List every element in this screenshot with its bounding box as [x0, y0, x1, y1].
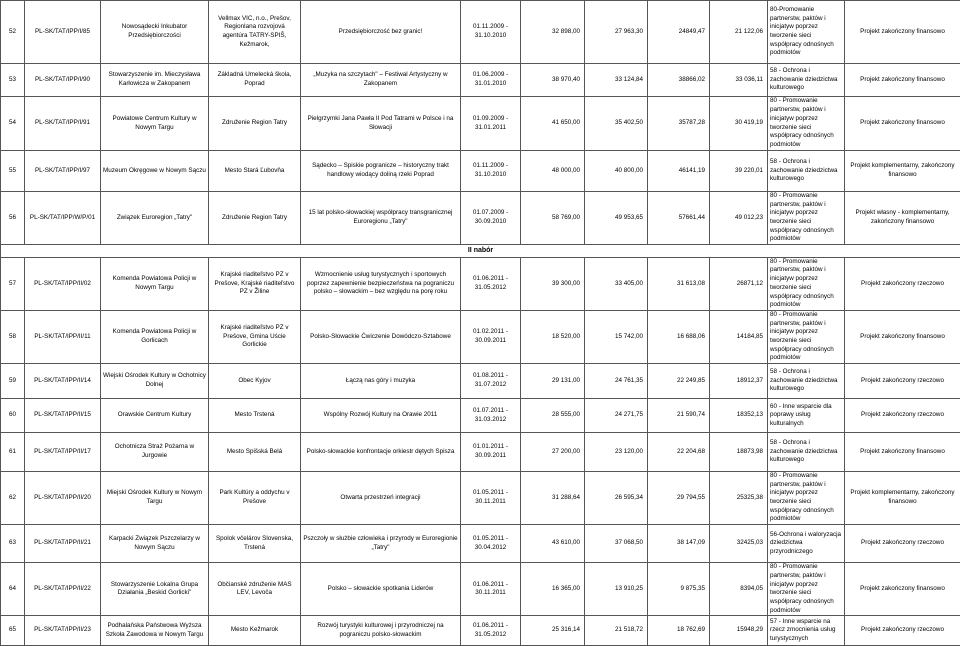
row-number: 61: [1, 433, 25, 472]
total-value: 58 769,00: [521, 192, 585, 245]
project-period: 01.11.2009 - 31.10.2010: [461, 1, 521, 64]
lead-partner: Związek Euroregion „Tatry": [101, 192, 209, 245]
project-title: Polsko-słowackie konfrontacje orkiestr dętych Spisza: [301, 433, 461, 472]
row-number: 52: [1, 1, 25, 64]
slovak-partner: Združenie Region Tatry: [209, 192, 301, 245]
paid-value: 22 249,85: [648, 364, 710, 399]
lead-partner: Stowarzyszenie im. Mieczysława Karłowicza w Zakopanem: [101, 64, 209, 97]
project-status: Projekt zakończony finansowo: [845, 433, 960, 472]
priority-category: 80-Promowanie partnerstw, paktów i inicjatyw poprzez tworzenie sieci współpracy odnośnych podmiotów: [768, 1, 845, 64]
erdf-value: 37 068,50: [585, 525, 648, 563]
project-title: Rozwój turystyki kulturowej i przyrodniczej na pograniczu polsko-słowackim: [301, 616, 461, 646]
row-number: 54: [1, 97, 25, 151]
project-status: Projekt zakończony rzeczowo: [845, 616, 960, 646]
project-period: 01.07.2011 - 31.03.2012: [461, 399, 521, 433]
slovak-partner: Spolok včelárov Slovenska, Trstená: [209, 525, 301, 563]
priority-category: 80 - Promowanie partnerstw, paktów i inicjatyw poprzez tworzenie sieci współpracy odnośnych podmiotów: [768, 310, 845, 363]
lead-partner: Wiejski Ośrodek Kultury w Ochotnicy Dolnej: [101, 364, 209, 399]
project-code: PL-SK/TAT/IPP/W/P/01: [25, 192, 101, 245]
lead-partner: Podhalańska Państwowa Wyższa Szkoła Zawodowa w Nowym Targu: [101, 616, 209, 646]
row-number: 62: [1, 472, 25, 525]
project-period: 01.05.2011 - 30.04.2012: [461, 525, 521, 563]
total-value: 27 200,00: [521, 433, 585, 472]
lead-partner: Ochotnicza Straż Pożarna w Jurgowie: [101, 433, 209, 472]
project-code: PL-SK/TAT/IPP/II/22: [25, 563, 101, 616]
project-status: Projekt zakończony rzeczowo: [845, 525, 960, 563]
slovak-partner: Občianské združenie MAS LEV, Levoča: [209, 563, 301, 616]
row-number: 58: [1, 310, 25, 363]
project-title: Otwarta przestrzeń integracji: [301, 472, 461, 525]
erdf-value: 24 761,35: [585, 364, 648, 399]
table-row: [1, 472, 960, 525]
paid-value: 18 762,69: [648, 616, 710, 646]
project-code: PL-SK/TAT/IPP/I/90: [25, 64, 101, 97]
project-period: 01.07.2009 - 30.09.2010: [461, 192, 521, 245]
slovak-partner: Mesto Spišská Belá: [209, 433, 301, 472]
total-value: 31 288,64: [521, 472, 585, 525]
paid-erdf-value: 49 012,23: [710, 192, 768, 245]
slovak-partner: Obec Kyjov: [209, 364, 301, 399]
section-title: II nabór: [1, 245, 960, 258]
project-title: Łączą nas góry i muzyka: [301, 364, 461, 399]
project-period: 01.01.2011 - 30.09.2011: [461, 433, 521, 472]
project-title: Polsko-Słowackie Ćwiczenie Dowódczo-Sztabowe: [301, 310, 461, 363]
project-period: 01.06.2011 - 31.05.2012: [461, 257, 521, 310]
project-title: Wzmocnienie usług turystycznych i sportowych poprzez zapewnienie bezpieczeństwa na pograniczu polsko – słowackim – bez względu na porę roku: [301, 257, 461, 310]
lead-partner: Miejski Ośrodek Kultury w Nowym Targu: [101, 472, 209, 525]
slovak-partner: Mesto Trstená: [209, 399, 301, 433]
lead-partner: Karpacki Związek Pszczelarzy w Nowym Sączu: [101, 525, 209, 563]
project-title: Wspólny Rozwój Kultury na Orawie 2011: [301, 399, 461, 433]
project-status: Projekt własny - komplementarny, zakończony finansowo: [845, 192, 960, 245]
paid-value: 16 688,06: [648, 310, 710, 363]
slovak-partner: Základná Umelecká škola, Poprad: [209, 64, 301, 97]
project-period: 01.05.2011 - 30.11.2011: [461, 472, 521, 525]
total-value: 25 316,14: [521, 616, 585, 646]
erdf-value: 27 963,30: [585, 1, 648, 64]
total-value: 32 898,00: [521, 1, 585, 64]
paid-value: 29 794,55: [648, 472, 710, 525]
table-row: [1, 151, 960, 192]
row-number: 63: [1, 525, 25, 563]
project-code: PL-SK/TAT/IPP/II/15: [25, 399, 101, 433]
erdf-value: 24 271,75: [585, 399, 648, 433]
row-number: 53: [1, 64, 25, 97]
priority-category: 80 - Promowanie partnerstw, paktów i inicjatyw poprzez tworzenie sieci współpracy odnośnych podmiotów: [768, 97, 845, 151]
erdf-value: 13 910,25: [585, 563, 648, 616]
project-period: 01.02.2011 - 30.09.2011: [461, 310, 521, 363]
project-status: Projekt komplementarny, zakończony finansowo: [845, 472, 960, 525]
priority-category: 80 - Promowanie partnerstw, paktów i inicjatyw poprzez tworzenie sieci współpracy odnośnych podmiotów: [768, 257, 845, 310]
project-status: Projekt komplementarny, zakończony finansowo: [845, 151, 960, 192]
erdf-value: 21 518,72: [585, 616, 648, 646]
slovak-partner: Združenie Region Tatry: [209, 97, 301, 151]
total-value: 29 131,00: [521, 364, 585, 399]
project-status: Projekt zakończony finansowo: [845, 1, 960, 64]
lead-partner: Muzeum Okręgowe w Nowym Sączu: [101, 151, 209, 192]
project-status: Projekt zakończony rzeczowo: [845, 399, 960, 433]
paid-erdf-value: 32425,03: [710, 525, 768, 563]
table-row: [1, 64, 960, 97]
paid-erdf-value: 25325,38: [710, 472, 768, 525]
project-title: Polsko – słowackie spotkania Liderów: [301, 563, 461, 616]
row-number: 59: [1, 364, 25, 399]
priority-category: 58 - Ochrona i zachowanie dziedzictwa kulturowego: [768, 364, 845, 399]
slovak-partner: Krajské riaditeľstvo PZ v Prešove, Gmina Uście Gorlickie: [209, 310, 301, 363]
table-row: [1, 364, 960, 399]
project-title: 15 lat polsko-słowackiej współpracy transgranicznej Euroregionu „Tatry": [301, 192, 461, 245]
priority-category: 57 - Inne wsparcie na rzecz zmocnienia usług turystycznych: [768, 616, 845, 646]
project-code: PL-SK/TAT/IPP/I/97: [25, 151, 101, 192]
project-status: Projekt zakończony finansowo: [845, 563, 960, 616]
project-code: PL-SK/TAT/IPP/I/91: [25, 97, 101, 151]
paid-erdf-value: 30 419,19: [710, 97, 768, 151]
lead-partner: Nowosądecki Inkubator Przedsiębiorczości: [101, 1, 209, 64]
lead-partner: Komenda Powiatowa Policji w Nowym Targu: [101, 257, 209, 310]
table-row: [1, 399, 960, 433]
priority-category: 58 - Ochrona i zachowanie dziedzictwa kulturowego: [768, 64, 845, 97]
paid-erdf-value: 14184,85: [710, 310, 768, 363]
paid-erdf-value: 26871,12: [710, 257, 768, 310]
priority-category: 80 - Promowanie partnerstw, paktów i inicjatyw poprzez tworzenie sieci współpracy odnośnych podmiotów: [768, 472, 845, 525]
project-title: Pszczoły w służbie człowieka i przyrody w Euroregionie „Tatry": [301, 525, 461, 563]
paid-erdf-value: 21 122,06: [710, 1, 768, 64]
project-period: 01.11.2009 - 31.10.2010: [461, 151, 521, 192]
table-row: [1, 257, 960, 310]
paid-erdf-value: 18352,13: [710, 399, 768, 433]
project-code: PL-SK/TAT/IPP/II/23: [25, 616, 101, 646]
slovak-partner: Mesto Kežmarok: [209, 616, 301, 646]
project-code: PL-SK/TAT/IPP/II/02: [25, 257, 101, 310]
paid-erdf-value: 39 220,01: [710, 151, 768, 192]
priority-category: 56-Ochrona i waloryzacja dziedzictwa przyrodniczego: [768, 525, 845, 563]
slovak-partner: Mesto Stará Ľubovňa: [209, 151, 301, 192]
paid-value: 46141,19: [648, 151, 710, 192]
total-value: 39 300,00: [521, 257, 585, 310]
row-number: 64: [1, 563, 25, 616]
paid-erdf-value: 33 036,11: [710, 64, 768, 97]
project-status: Projekt zakończony rzeczowo: [845, 364, 960, 399]
erdf-value: 35 402,50: [585, 97, 648, 151]
paid-value: 21 590,74: [648, 399, 710, 433]
row-number: 57: [1, 257, 25, 310]
project-period: 01.06.2011 - 30.11.2011: [461, 563, 521, 616]
table-row: [1, 616, 960, 646]
table-row: [1, 97, 960, 151]
total-value: 18 520,00: [521, 310, 585, 363]
project-title: „Muzyka na szczytach" – Festiwal Artystyczny w Zakopanem: [301, 64, 461, 97]
paid-value: 24849,47: [648, 1, 710, 64]
table-row: [1, 310, 960, 363]
paid-erdf-value: 18912,37: [710, 364, 768, 399]
erdf-value: 49 953,65: [585, 192, 648, 245]
priority-category: 58 - Ochrona i zachowanie dziedzictwa kulturowego: [768, 151, 845, 192]
erdf-value: 23 120,00: [585, 433, 648, 472]
priority-category: 60 - Inne wsparcie dla poprawy usług kulturalnych: [768, 399, 845, 433]
table-row: [1, 1, 960, 64]
project-code: PL-SK/TAT/IPP/II/14: [25, 364, 101, 399]
erdf-value: 33 124,84: [585, 64, 648, 97]
erdf-value: 15 742,00: [585, 310, 648, 363]
lead-partner: Powiatowe Centrum Kultury w Nowym Targu: [101, 97, 209, 151]
paid-value: 31 613,08: [648, 257, 710, 310]
row-number: 60: [1, 399, 25, 433]
paid-value: 35787,28: [648, 97, 710, 151]
table-row: [1, 525, 960, 563]
section-row: [1, 245, 960, 258]
project-code: PL-SK/TAT/IPP/II/20: [25, 472, 101, 525]
project-code: PL-SK/TAT/IPP/II/21: [25, 525, 101, 563]
project-code: PL-SK/TAT/IPP/II/11: [25, 310, 101, 363]
project-title: Sądecko – Spiskie pogranicze – historyczny trakt handlowy wiodący doliną rzeki Poprad: [301, 151, 461, 192]
lead-partner: Stowarzyszenie Lokalna Grupa Działania „Beskid Gorlicki": [101, 563, 209, 616]
project-period: 01.06.2011 - 31.05.2012: [461, 616, 521, 646]
project-period: 01.06.2009 - 31.01.2010: [461, 64, 521, 97]
paid-value: 9 875,35: [648, 563, 710, 616]
total-value: 16 365,00: [521, 563, 585, 616]
project-status: Projekt zakończony finansowo: [845, 64, 960, 97]
table-row: [1, 433, 960, 472]
total-value: 43 610,00: [521, 525, 585, 563]
slovak-partner: Park Kultúry a oddychu v Prešove: [209, 472, 301, 525]
table-row: [1, 192, 960, 245]
row-number: 65: [1, 616, 25, 646]
paid-value: 22 204,68: [648, 433, 710, 472]
table-row: [1, 563, 960, 616]
slovak-partner: Vellmax VIC, n.o., Prešov, Regionlana rozvojová agentúra TATRY-SPIŠ, Kežmarok,: [209, 1, 301, 64]
lead-partner: Orawskie Centrum Kultury: [101, 399, 209, 433]
project-code: PL-SK/TAT/IPP/II/17: [25, 433, 101, 472]
lead-partner: Komenda Powiatowa Policji w Gorlicach: [101, 310, 209, 363]
paid-value: 38 147,09: [648, 525, 710, 563]
project-status: Projekt zakończony rzeczowo: [845, 257, 960, 310]
priority-category: 80 - Promowanie partnerstw, paktów i inicjatyw poprzez tworzenie sieci współpracy odnośnych podmiotów: [768, 192, 845, 245]
paid-value: 57661,44: [648, 192, 710, 245]
erdf-value: 33 405,00: [585, 257, 648, 310]
project-period: 01.09.2009 - 31.01.2011: [461, 97, 521, 151]
priority-category: 80 - Promowanie partnerstw, paktów i inicjatyw poprzez tworzenie sieci współpracy odnośnych podmiotów: [768, 563, 845, 616]
total-value: 41 650,00: [521, 97, 585, 151]
paid-erdf-value: 8394,05: [710, 563, 768, 616]
erdf-value: 40 800,00: [585, 151, 648, 192]
paid-value: 38866,02: [648, 64, 710, 97]
row-number: 55: [1, 151, 25, 192]
project-status: Projekt zakończony finansowo: [845, 310, 960, 363]
paid-erdf-value: 18873,98: [710, 433, 768, 472]
project-status: Projekt zakończony finansowo: [845, 97, 960, 151]
paid-erdf-value: 15948,29: [710, 616, 768, 646]
priority-category: 58 - Ochrona i zachowanie dziedzictwa kulturowego: [768, 433, 845, 472]
slovak-partner: Krajské riaditeľstvo PZ v Prešove, Krajské riaditeľstvo PZ v Žiline: [209, 257, 301, 310]
project-title: Pielgrzymki Jana Pawła II Pod Tatrami w Polsce i na Słowacji: [301, 97, 461, 151]
total-value: 48 000,00: [521, 151, 585, 192]
project-period: 01.08.2011 - 31.07.2012: [461, 364, 521, 399]
erdf-value: 26 595,34: [585, 472, 648, 525]
total-value: 38 970,40: [521, 64, 585, 97]
total-value: 28 555,00: [521, 399, 585, 433]
project-code: PL-SK/TAT/IPP/I/85: [25, 1, 101, 64]
row-number: 56: [1, 192, 25, 245]
project-title: Przedsiębiorczość bez granic!: [301, 1, 461, 64]
